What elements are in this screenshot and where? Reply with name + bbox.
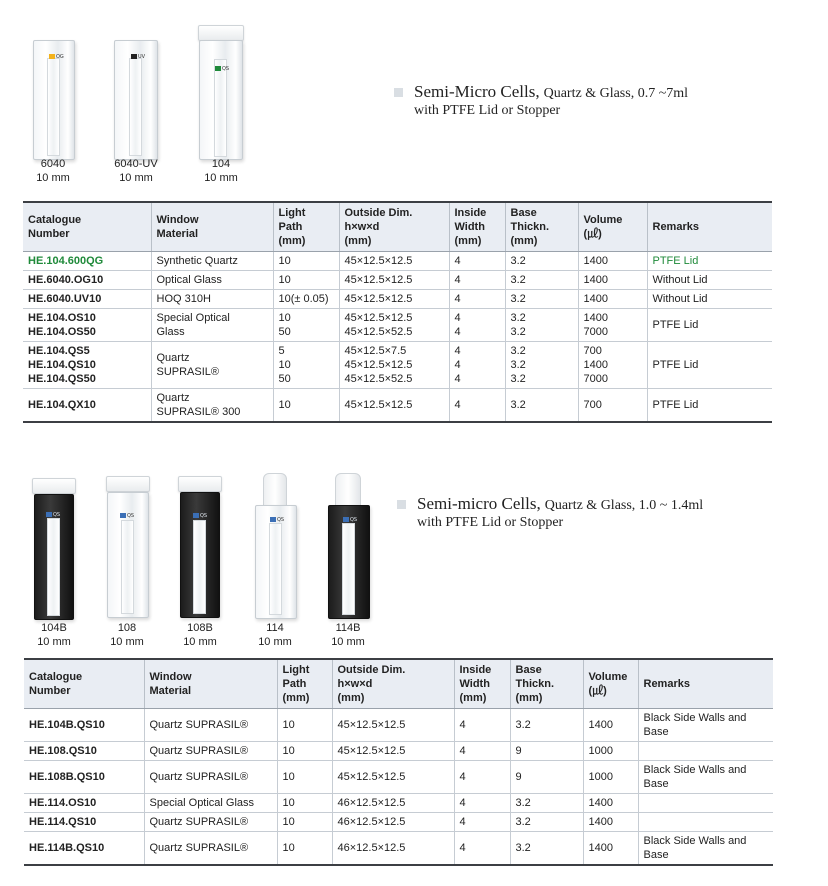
cuvette-6040-image (33, 40, 75, 160)
column-header: Volume (㎕) (583, 659, 638, 709)
cell-win: Special Optical Glass (151, 309, 273, 342)
cell-dim: 45×12.5×12.5 (339, 252, 449, 271)
cell-dim: 45×12.5×12.5 (332, 742, 454, 761)
cell-path: 10 (277, 794, 332, 813)
cuvette-label (131, 54, 145, 60)
cell-vol: 1400 (578, 290, 647, 309)
table-header-row (24, 659, 773, 709)
cell-size: 10 mm (204, 172, 238, 184)
cell-path: 10 (273, 271, 339, 290)
table-header-row (23, 202, 772, 252)
cell-win: HOQ 310H (151, 290, 273, 309)
cell-caption (240, 621, 310, 649)
cuvette-108-image (106, 476, 150, 620)
cell-rem: Without Lid (647, 290, 772, 309)
cell-size: 10 mm (36, 172, 70, 184)
cuvette-tag: QS (127, 513, 135, 519)
cell-rem (638, 742, 773, 761)
cell-caption (18, 157, 88, 185)
cell-cat: HE.6040.UV10 (23, 290, 151, 309)
cell-base: 3.2 (505, 252, 578, 271)
cell-vol: 1000 (583, 742, 638, 761)
cell-dim: 45×12.5×12.5 (339, 290, 449, 309)
column-header: Outside Dim. h×w×d (mm) (332, 659, 454, 709)
cell-path: 10 (277, 761, 332, 794)
column-header: Volume (㎕) (578, 202, 647, 252)
column-header: Light Path (mm) (277, 659, 332, 709)
cell-vol: 1400 (583, 794, 638, 813)
cell-inside: 4 (449, 252, 505, 271)
cell-cat: HE.104.QS5 HE.104.QS10 HE.104.QS50 (23, 342, 151, 389)
cell-vol: 1400 7000 (578, 309, 647, 342)
cell-size: 10 mm (183, 636, 217, 648)
cell-vol: 1000 (583, 761, 638, 794)
column-header: Window Material (151, 202, 273, 252)
cell-vol: 700 (578, 389, 647, 423)
cell-cat: HE.104B.QS10 (24, 709, 144, 742)
table-row (24, 761, 773, 794)
cell-path: 10 (277, 832, 332, 866)
cuvette-104b-image (32, 478, 76, 620)
cell-rem: PTFE Lid (647, 389, 772, 423)
column-header: Inside Width (mm) (449, 202, 505, 252)
cell-inside: 4 (449, 271, 505, 290)
cell-inside: 4 (454, 742, 510, 761)
label-swatch (120, 513, 126, 518)
cell-base: 3.2 (510, 794, 583, 813)
cell-vol: 1400 (583, 813, 638, 832)
cell-path: 10 (273, 389, 339, 423)
cuvette-label (343, 517, 357, 523)
column-header: Window Material (144, 659, 277, 709)
cell-rem: PTFE Lid (647, 252, 772, 271)
cell-size: 10 mm (110, 636, 144, 648)
cell-inside: 4 (454, 813, 510, 832)
cuvette-label (215, 66, 229, 72)
cell-inside: 4 (449, 389, 505, 423)
cell-size: 10 mm (119, 172, 153, 184)
table-row (23, 342, 772, 389)
cuvette-104-image (198, 25, 244, 160)
cell-base: 3.2 (505, 290, 578, 309)
cell-cat: HE.104.OS10 HE.104.OS50 (23, 309, 151, 342)
cell-inside: 4 4 4 (449, 342, 505, 389)
cell-dim: 45×12.5×12.5 (339, 271, 449, 290)
cell-win: Synthetic Quartz (151, 252, 273, 271)
cell-inside: 4 (454, 794, 510, 813)
section2-spec-table (24, 658, 773, 866)
cell-path: 10(± 0.05) (273, 290, 339, 309)
cell-rem: Black Side Walls and Base (638, 709, 773, 742)
cell-base: 9 (510, 761, 583, 794)
cell-dim: 46×12.5×12.5 (332, 794, 454, 813)
cell-caption (19, 621, 89, 649)
cuvette-tag: QS (222, 66, 230, 72)
cell-base: 9 (510, 742, 583, 761)
label-swatch (131, 54, 137, 59)
label-swatch (46, 512, 52, 517)
cuvette-tag: QS (277, 517, 285, 523)
table-row (24, 813, 773, 832)
table-row (23, 271, 772, 290)
cell-win: Quartz SUPRASIL® (144, 832, 277, 866)
table-row (23, 252, 772, 271)
cell-caption (101, 157, 171, 185)
cell-base: 3.2 (510, 832, 583, 866)
stopper (263, 473, 287, 507)
table-row (24, 832, 773, 866)
heading-title: Semi-Micro Cells, (414, 82, 540, 101)
cell-cat: HE.104.600QG (23, 252, 151, 271)
column-header: Catalogue Number (24, 659, 144, 709)
label-swatch (193, 513, 199, 518)
cell-caption (165, 621, 235, 649)
cell-win: Optical Glass (151, 271, 273, 290)
label-swatch (270, 517, 276, 522)
section1-heading (394, 82, 814, 124)
cell-inside: 4 (454, 709, 510, 742)
cell-dim: 45×12.5×12.5 (332, 761, 454, 794)
cuvette-tag: QS (350, 517, 358, 523)
cell-rem: Black Side Walls and Base (638, 761, 773, 794)
column-header: Base Thickn. (mm) (505, 202, 578, 252)
cell-cat: HE.114.QS10 (24, 813, 144, 832)
cell-base: 3.2 (505, 389, 578, 423)
cell-dim: 45×12.5×12.5 (339, 389, 449, 423)
cuvette-6040-uv-image (114, 40, 158, 160)
table-row (23, 389, 772, 423)
cell-win: Special Optical Glass (144, 794, 277, 813)
heading-title: Semi-micro Cells, (417, 494, 541, 513)
column-header: Inside Width (mm) (454, 659, 510, 709)
cuvette-label (270, 517, 284, 523)
cell-path: 10 (277, 813, 332, 832)
cell-code: 114 (266, 622, 284, 634)
cell-code: 6040-UV (114, 158, 158, 170)
cell-inside: 4 (454, 761, 510, 794)
cell-base: 3.2 3.2 (505, 309, 578, 342)
cell-rem (638, 813, 773, 832)
cell-base: 3.2 (510, 813, 583, 832)
table-row (23, 290, 772, 309)
cell-rem: PTFE Lid (647, 342, 772, 389)
cell-win: Quartz SUPRASIL® (144, 742, 277, 761)
cell-rem: Black Side Walls and Base (638, 832, 773, 866)
cell-rem (638, 794, 773, 813)
cuvette-label (46, 512, 60, 518)
table-row (24, 794, 773, 813)
cell-code: 108 (117, 622, 137, 634)
cell-code: 108B (187, 622, 213, 634)
column-header: Catalogue Number (23, 202, 151, 252)
cell-inside: 4 4 (449, 309, 505, 342)
cell-size: 10 mm (331, 636, 365, 648)
table-row (23, 309, 772, 342)
cell-win: Quartz SUPRASIL® (144, 709, 277, 742)
cell-cat: HE.114.OS10 (24, 794, 144, 813)
cell-vol: 1400 (583, 832, 638, 866)
cell-caption (186, 157, 256, 185)
cell-rem: Without Lid (647, 271, 772, 290)
cuvette-tag: QS (53, 512, 61, 518)
cell-cat: HE.104.QX10 (23, 389, 151, 423)
cell-code: 104 (211, 158, 231, 170)
column-header: Remarks (647, 202, 772, 252)
cuvette-label (49, 54, 64, 60)
heading-subtitle: with PTFE Lid or Stopper (417, 515, 564, 530)
cell-cat: HE.6040.OG10 (23, 271, 151, 290)
stopper (335, 473, 361, 509)
cell-code: 6040 (40, 158, 66, 170)
cuvette-label (193, 513, 207, 519)
column-header: Remarks (638, 659, 773, 709)
cell-path: 10 (277, 742, 332, 761)
cell-dim: 45×12.5×12.5 45×12.5×52.5 (339, 309, 449, 342)
cell-vol: 1400 (578, 252, 647, 271)
cuvette-tag: QS (200, 513, 208, 519)
cell-win: Quartz SUPRASIL® (151, 342, 273, 389)
cell-dim: 45×12.5×12.5 (332, 709, 454, 742)
heading-bullet (394, 88, 403, 97)
cell-win: Quartz SUPRASIL® 300 (151, 389, 273, 423)
cell-dim: 45×12.5×7.5 45×12.5×12.5 45×12.5×52.5 (339, 342, 449, 389)
cell-caption (92, 621, 162, 649)
cell-code: 114B (335, 622, 361, 634)
cuvette-tag: UV (138, 54, 146, 60)
table-row (24, 709, 773, 742)
cell-cat: HE.108.QS10 (24, 742, 144, 761)
column-header: Outside Dim. h×w×d (mm) (339, 202, 449, 252)
column-header: Base Thickn. (mm) (510, 659, 583, 709)
column-header: Light Path (mm) (273, 202, 339, 252)
label-swatch (343, 517, 349, 522)
cell-inside: 4 (449, 290, 505, 309)
label-swatch (49, 54, 55, 59)
section2-heading (397, 494, 817, 536)
heading-bullet (397, 500, 406, 509)
cell-size: 10 mm (258, 636, 292, 648)
cell-size: 10 mm (37, 636, 71, 648)
cuvette-108b-image (178, 476, 222, 620)
heading-title-detail: Quartz & Glass, 1.0 ~ 1.4ml (544, 498, 704, 513)
cell-vol: 1400 (583, 709, 638, 742)
cuvette-114-image (254, 473, 298, 621)
cell-win: Quartz SUPRASIL® (144, 761, 277, 794)
cell-dim: 46×12.5×12.5 (332, 832, 454, 866)
label-swatch (215, 66, 221, 71)
table-row (24, 742, 773, 761)
cell-path: 5 10 50 (273, 342, 339, 389)
cell-caption (313, 621, 383, 649)
cuvette-label (120, 513, 134, 519)
cell-path: 10 (273, 252, 339, 271)
section1-spec-table (23, 201, 772, 423)
cell-vol: 1400 (578, 271, 647, 290)
cuvette-114b-image (327, 473, 371, 621)
heading-subtitle: with PTFE Lid or Stopper (414, 103, 561, 118)
cell-cat: HE.114B.QS10 (24, 832, 144, 866)
cell-path: 10 (277, 709, 332, 742)
cell-base: 3.2 (510, 709, 583, 742)
cell-cat: HE.108B.QS10 (24, 761, 144, 794)
cell-base: 3.2 (505, 271, 578, 290)
cell-code: 104B (41, 622, 67, 634)
cell-vol: 700 1400 7000 (578, 342, 647, 389)
cuvette-tag: OG (56, 54, 64, 60)
cell-base: 3.2 3.2 3.2 (505, 342, 578, 389)
cell-rem: PTFE Lid (647, 309, 772, 342)
cell-inside: 4 (454, 832, 510, 866)
cell-dim: 46×12.5×12.5 (332, 813, 454, 832)
cell-win: Quartz SUPRASIL® (144, 813, 277, 832)
cell-path: 10 50 (273, 309, 339, 342)
heading-title-detail: Quartz & Glass, 0.7 ~7ml (543, 86, 689, 101)
